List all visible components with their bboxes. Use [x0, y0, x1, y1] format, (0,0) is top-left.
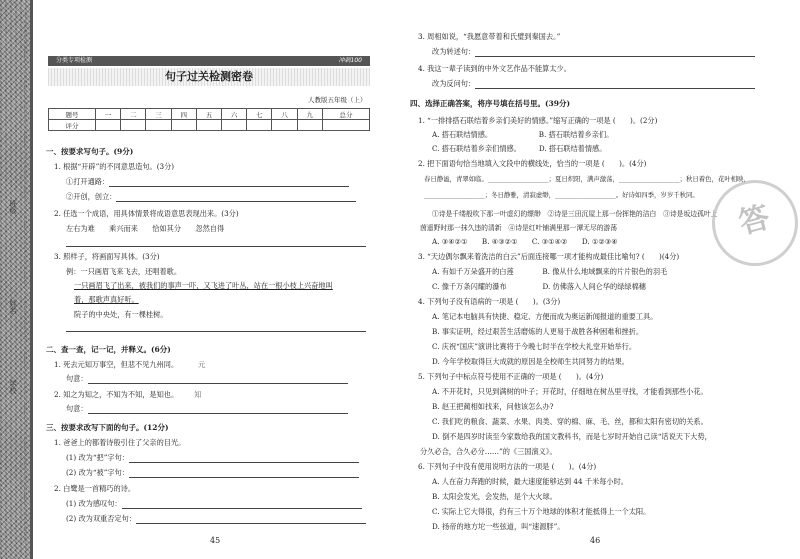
question-text — [54, 390, 201, 400]
score-cell[interactable] — [146, 120, 171, 131]
cut-line — [24, 20, 25, 540]
side-label-school: 学校 — [9, 380, 17, 394]
example-text: 一只画眉飞了出来，被我们的事声一吓，又飞进了叶丛，站在一根小枝上兴奋地叫 — [74, 281, 333, 290]
score-cell[interactable] — [272, 120, 297, 131]
option-row: D. 扬帝的地方坨一些弦道，叫“速源胖”。 — [432, 522, 565, 531]
answer-stamp: 答 — [702, 170, 800, 275]
score-cell: 四 — [171, 109, 196, 120]
answer-line[interactable] — [88, 383, 348, 384]
score-cell[interactable] — [196, 120, 221, 131]
answer-prompt — [66, 453, 359, 463]
prompt-label: (1) 改为“把”字句： — [66, 453, 129, 462]
page-right — [410, 0, 790, 559]
prompt-label: (1) 改为感叹句： — [66, 499, 122, 508]
question-text: 院子的中央处，有一棵桂树。 — [74, 310, 168, 319]
question-text: 3. 照样子，将画面写具体。(3分) — [54, 252, 160, 261]
section-heading: 四、选择正确答案，将序号填在括号里。(39分) — [410, 99, 571, 108]
question-text: 1. 根据“开辟”的不同意思造句。(3分) — [54, 162, 175, 171]
score-cell[interactable] — [222, 120, 247, 131]
option-row: C. 我们吃的粮食、蔬菜、水果、肉类、穿的棉、麻、毛、丝，都和太阳有密切的关系。 — [432, 417, 708, 426]
passage-text: 春日静谧，青翠如临。___________________；夏日炽阳，满声激荡，___________________；秋日着色，花叶相映， — [424, 175, 750, 183]
score-cell: 总分 — [322, 109, 369, 120]
header-bar — [48, 56, 370, 66]
option-row: B. 赵王把蔺相如找来，问他该怎么办? — [432, 402, 554, 411]
side-label-class: 班级 — [9, 200, 17, 214]
answer-line[interactable] — [129, 477, 359, 478]
question-text: 6. 下列句子中没有使用说明方法的一项是 ( )。(4分) — [418, 462, 597, 471]
question-text: 2. 任选一个成语，用具体情景将成语意思表现出来。(3分) — [54, 209, 239, 218]
answer-prompt — [66, 177, 349, 187]
answer-line[interactable] — [109, 186, 349, 187]
question-text: 1. “一排排搭石联结着乡亲们美好的情感。”缩写正确的一项是 ( )。(2分) — [418, 116, 658, 125]
option-row: B. 太阳会发光，会发热，是个大火球。 — [432, 492, 557, 501]
question-text: 2. 白鹭是一首精巧的诗。 — [54, 484, 136, 493]
question-text: 3. 周相如说，“我愿意带着和氏璧到秦国去。” — [418, 32, 561, 41]
answer-line[interactable] — [475, 88, 755, 89]
prompt-label: (2) 改为双重否定句： — [66, 514, 136, 523]
option-row: ①诗是千缕般吹下那一叶虚幻的缥缈 ②诗是三田沉屋上那一份挥艳的洁白 ③诗是坂边孤叶上 — [432, 210, 718, 218]
option-row: A. 人在奋力奔跑的时候，最大速度能够达到 44 千米每小时。 — [432, 477, 628, 486]
option-row: B. 事实证明，经过艰苦生活磨炼的人更易于战胜各种困难和挫折。 — [432, 327, 644, 336]
option-row: A. 搭石联结情感。 B. 搭石联结着乡亲们。 — [432, 130, 614, 139]
answer-line[interactable] — [88, 413, 348, 414]
option-row: C. 庆祝“国庆”演讲比赛将于今晚七时半在学校大礼堂开始举行。 — [432, 342, 637, 351]
option-row: A. ③④②① B. ④③②① C. ③①④② D. ①②③④ — [432, 237, 618, 246]
answer-prompt — [432, 47, 755, 57]
score-table — [48, 108, 370, 131]
side-label-name: 姓名 — [9, 300, 17, 314]
prompt-label: 改为反问句： — [432, 79, 476, 88]
prompt-label: 改为转述句： — [432, 47, 476, 56]
answer-prompt — [66, 374, 348, 384]
binding-strip — [0, 0, 30, 559]
score-cell[interactable] — [322, 120, 369, 131]
header-right-text: 冲刺100 — [338, 57, 362, 64]
example-text: 着，那歌声真好听。 — [74, 295, 139, 304]
question-text: 1. 爸爸上的都着诗般引住了父亲的目光。 — [54, 438, 186, 447]
section-heading: 三、按要求改写下面的句子。(12分) — [46, 423, 169, 432]
score-cell: 评分 — [49, 120, 96, 131]
passage-text: ___________________；冬日静雅，清寂虚缈，___________________。好诗如四季，岁岁千秋同。 — [424, 191, 699, 199]
option-row: 分久必合，合久必分……”的《三国演义》。 — [420, 447, 557, 456]
answer-prompt — [66, 468, 359, 478]
score-cell[interactable] — [121, 120, 146, 131]
answer-prompt — [66, 404, 348, 414]
score-cell: 题号 — [49, 109, 96, 120]
question-text — [54, 360, 205, 370]
prompt-label: ②开创，创立： — [66, 192, 117, 201]
page-number: 45 — [210, 536, 221, 545]
score-cell[interactable] — [297, 120, 322, 131]
prompt-label: ①打开通路： — [66, 177, 110, 186]
handwritten-mark: 元 — [198, 360, 206, 369]
option-row: D. 今年学校取得巨大成就的原因是全校师生共同努力的结果。 — [432, 357, 629, 366]
binding-strip-edge — [30, 0, 33, 559]
score-cell[interactable] — [96, 120, 121, 131]
answer-line[interactable] — [116, 201, 356, 202]
option-row: A. 不开花时，只见到满树的叶子；开花时，仔细地在树丛里寻找，才能看到那些小花。 — [432, 387, 708, 396]
score-row-header — [49, 109, 370, 120]
question-text: 3. “天边偶尔飘来着洗洁的白云”后面连接哪一项才能构成最佳比喻句? ( )(4分) — [418, 252, 680, 261]
option-row: C. 实际上它大得很，约有三十万个地球的体积才能抵得上一个太阳。 — [432, 507, 651, 516]
answer-line[interactable] — [475, 56, 755, 57]
page-left — [40, 0, 390, 559]
question-text: 4. 我这一辈子读到的中外文艺作品不能算太少。 — [418, 64, 571, 73]
score-cell: 七 — [247, 109, 272, 120]
score-cell[interactable] — [247, 120, 272, 131]
prompt-label: 句意： — [66, 404, 88, 413]
answer-prompt — [66, 514, 366, 524]
score-cell: 六 — [222, 109, 247, 120]
question-text: 4. 下列句子没有语病的一项是 ( )。(3分) — [418, 297, 561, 306]
question-label: 2. 知之为知之，不知为不知，是知也。 — [54, 390, 179, 399]
answer-line[interactable] — [66, 323, 366, 332]
handwritten-mark: 知 — [194, 390, 202, 399]
option-row: 茵遥野时那一抹久违的清新 ④诗是红叶铺满里那一潭无尽的游荡 — [420, 224, 618, 232]
question-text: 2. 把下面语句恰当地填入文段中的横线处，恰当的一项是 ( )。(4分) — [418, 159, 647, 168]
score-cell[interactable] — [171, 120, 196, 131]
section-heading: 一、按要求写句子。(9分) — [46, 147, 134, 156]
page-number: 46 — [590, 536, 601, 545]
example-text: 例：一只画眉飞来飞去，还唱着歌。 — [66, 267, 182, 276]
option-row: C. 搭石联结着乡亲们情感。 D. 搭石联结着情感。 — [432, 144, 607, 153]
option-row: D. 倒不是四岁时读至今家数给我的国文教科书，而是七岁时开始自己读“话说天下大势， — [432, 432, 712, 441]
answer-prompt — [432, 79, 755, 89]
answer-line[interactable] — [122, 508, 362, 509]
answer-line[interactable] — [66, 238, 366, 247]
score-cell: 一 — [96, 109, 121, 120]
option-row: C. 像千万条闪耀的瀑布 D. 仿佛落入人间仑华的绿绿棉穗 — [432, 282, 646, 291]
score-cell: 八 — [272, 109, 297, 120]
option-row: A. 笔记本电脑具有快捷、稳定、方便而成为奥运新闻报道的重要工具。 — [432, 312, 658, 321]
question-label: 1. 死去元知万事空，但悲不见九州同。 — [54, 360, 179, 369]
question-text: 5. 下列句子中标点符号使用不正确的一项是 ( )。(4分) — [418, 372, 604, 381]
page-title: 句子过关检测密卷 — [48, 68, 370, 86]
answer-prompt — [66, 499, 362, 509]
answer-line[interactable] — [129, 462, 359, 463]
idiom-options: 左右为难 乘兴而来 恰如其分 忽然自得 — [66, 224, 225, 233]
section-heading: 二、查一查，记一记，并释义。(6分) — [46, 345, 171, 354]
answer-line[interactable] — [136, 523, 366, 524]
subtitle: 人教版五年级（上） — [308, 96, 367, 104]
prompt-label: 句意： — [66, 374, 88, 383]
score-row-values — [49, 120, 370, 131]
score-cell: 三 — [146, 109, 171, 120]
answer-prompt — [66, 192, 356, 202]
header-left-text: 分类专项检测 — [56, 57, 93, 64]
prompt-label: (2) 改为“被”字句： — [66, 468, 129, 477]
score-cell: 五 — [196, 109, 221, 120]
score-cell: 九 — [297, 109, 322, 120]
score-cell: 二 — [121, 109, 146, 120]
option-row: A. 有如千万朵盛开的白莲 B. 像从什么地域飘来的片片银色的羽毛 — [432, 267, 668, 276]
